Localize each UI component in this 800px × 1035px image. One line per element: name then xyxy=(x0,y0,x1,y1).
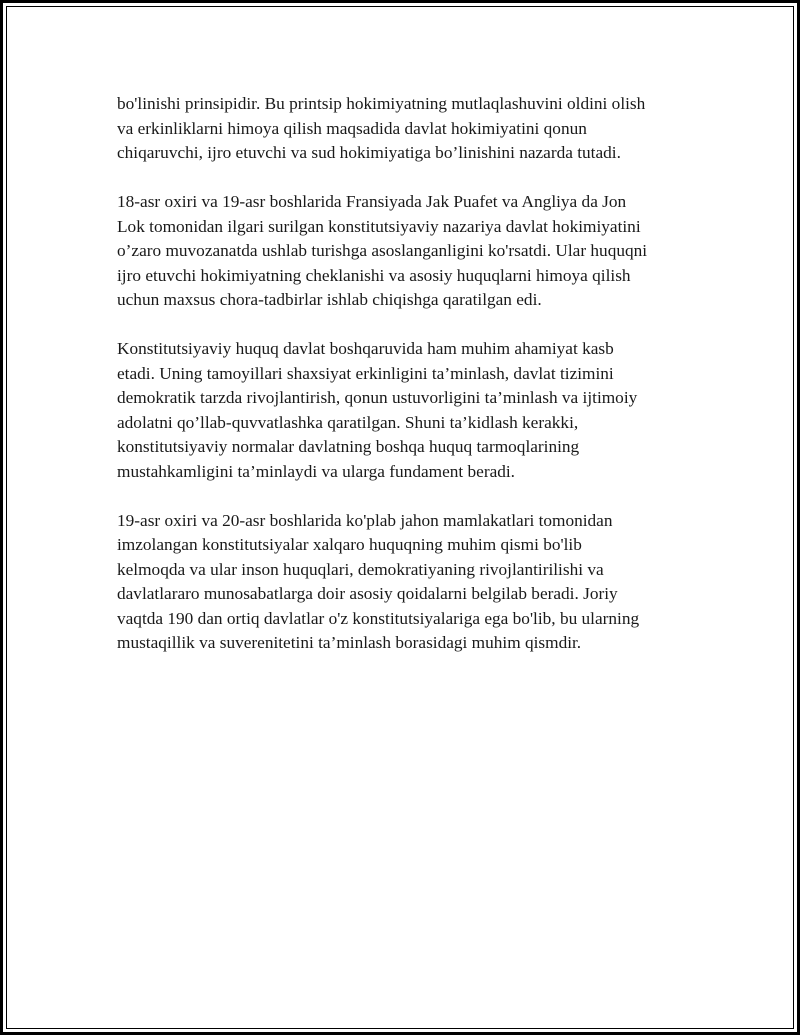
document-body xyxy=(117,92,697,680)
paragraph-separation-of-powers: bo'linishi prinsipidir. Bu printsip hokimiyatning mutlaqlashuvini oldini olish va erkinliklarni himoya qilish maqsadida davlat hokimiyatini qonun chiqaruvchi, ijro etuvchi va sud hokimiyatiga bo’linishini nazarda tutadi. xyxy=(117,94,646,162)
paragraph-international-law: 19-asr oxiri va 20-asr boshlarida ko'plab jahon mamlakatlari tomonidan imzolangan konstitutsiyalar xalqaro huquqning muhim qismi bo'lib kelmoqda va ular inson huquqlari, demokratiyaning rivojlantirilishi va davlatlararo munosabatlarga doir asosiy qoidalarni belgilab beradi. Joriy vaqtda 190 dan ortiq davlatlar o'z konstitutsiyalariga ega bo'lib, bu ularning mustaqillik va suverenitetini ta’minlash borasidagi muhim qismdir. xyxy=(117,510,640,652)
paragraph-state-governance: Konstitutsiyaviy huquq davlat boshqaruvida ham muhim ahamiyat kasb etadi. Uning tamoyillari shaxsiyat erkinligini ta’minlash, davlat tizimini demokratik tarzda rivojlantirish, qonun ustuvorligini ta’minlash va ijtimoiy adolatni qo’llab-quvvatlashka qaratilgan. Shuni ta’kidlash kerakki, konstitutsiyaviy normalar davlatning boshqa huquq tarmoqlarining mustahkamligini ta’minlaydi va ularga fundament beradi. xyxy=(117,339,638,481)
paragraph-constitutional-theory: 18-asr oxiri va 19-asr boshlarida Fransiyada Jak Puafet va Angliya da Jon Lok tomonidan ilgari surilgan konstitutsiyaviy nazariya davlat hokimiyatini o’zaro muvozanatda ushlab turishga asoslanganligini ko'rsatdi. Ular huquqni ijro etuvchi hokimiyatning cheklanishi va asosiy huquqlarni himoya qilish uchun maxsus chora-tadbirlar ishlab chiqishga qaratilgan edi. xyxy=(117,192,648,309)
